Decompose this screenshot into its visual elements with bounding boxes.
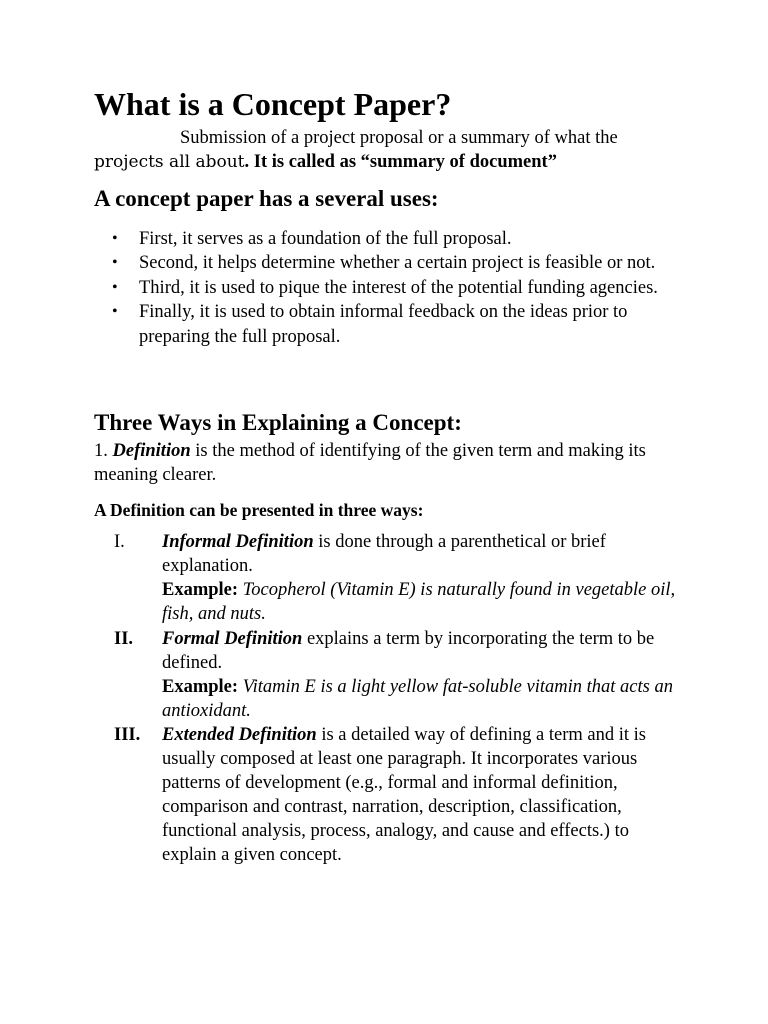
bullet-icon: • (112, 230, 118, 247)
item-text: is a detailed way of defining a term and it is usually composed at least one paragraph. It incorporates various patterns of development (e.g., formal and informal definition, comparison and contrast, narration, description, classification, functional analysis, process, analogy, and cause and effects.) to explain a given concept. (162, 725, 646, 865)
definition-term: Definition (112, 441, 191, 461)
uses-heading: A concept paper has a several uses: (94, 186, 439, 211)
item-numeral: III. (114, 725, 141, 745)
list-item (112, 276, 692, 300)
item-term: Informal Definition (162, 532, 314, 552)
item-text: is done through a parenthetical or brief explanation. (162, 532, 606, 576)
list-item-text: Second, it helps determine whether a certain project is feasible or not. (139, 253, 656, 274)
subtitle-line-2-part-1: projects all about (94, 152, 245, 172)
list-item (112, 300, 692, 349)
uses-list (112, 227, 692, 349)
item-numeral: II. (114, 629, 134, 649)
list-item-text: Third, it is used to pique the interest of the potential funding agencies. (139, 277, 658, 298)
example-text: Tocopherol (Vitamin E) is naturally found in vegetable oil, fish, and nuts. (162, 580, 676, 624)
list-item-text: Finally, it is used to obtain informal feedback on the ideas prior to preparing the full proposal. (139, 302, 628, 347)
definition-paragraph (94, 439, 654, 487)
item-term: Extended Definition (162, 725, 317, 745)
item-term: Formal Definition (162, 629, 303, 649)
item-body (162, 627, 682, 723)
bullet-icon: • (112, 278, 118, 296)
ways-heading: Three Ways in Explaining a Concept: (94, 410, 462, 435)
item-body (162, 530, 682, 626)
list-item-text: First, it serves as a foundation of the full proposal. (139, 229, 512, 249)
list-item (112, 227, 692, 251)
item-numeral: I. (114, 532, 125, 552)
page-title: What is a Concept Paper? (94, 86, 452, 122)
subtitle-line-1: Submission of a project proposal or a summary of what the (180, 128, 618, 148)
list-item (112, 251, 692, 275)
example-label: Example: (162, 677, 239, 697)
item-body (162, 723, 682, 867)
subtitle-line-2-part-2: . It is called as “summary of document” (244, 152, 557, 172)
definition-subheading: A Definition can be presented in three ways: (94, 500, 424, 520)
subtitle-line-2 (94, 150, 557, 174)
example-text: Vitamin E is a light yellow fat-soluble vitamin that acts an antioxidant. (162, 677, 673, 721)
bullet-icon: • (112, 303, 118, 321)
item-text: explains a term by incorporating the term to be defined. (162, 629, 655, 673)
example-label: Example: (162, 580, 239, 600)
definition-number: 1. (94, 441, 113, 461)
bullet-icon: • (112, 254, 118, 272)
definition-text: is the method of identifying of the given term and making its meaning clearer. (94, 441, 646, 485)
